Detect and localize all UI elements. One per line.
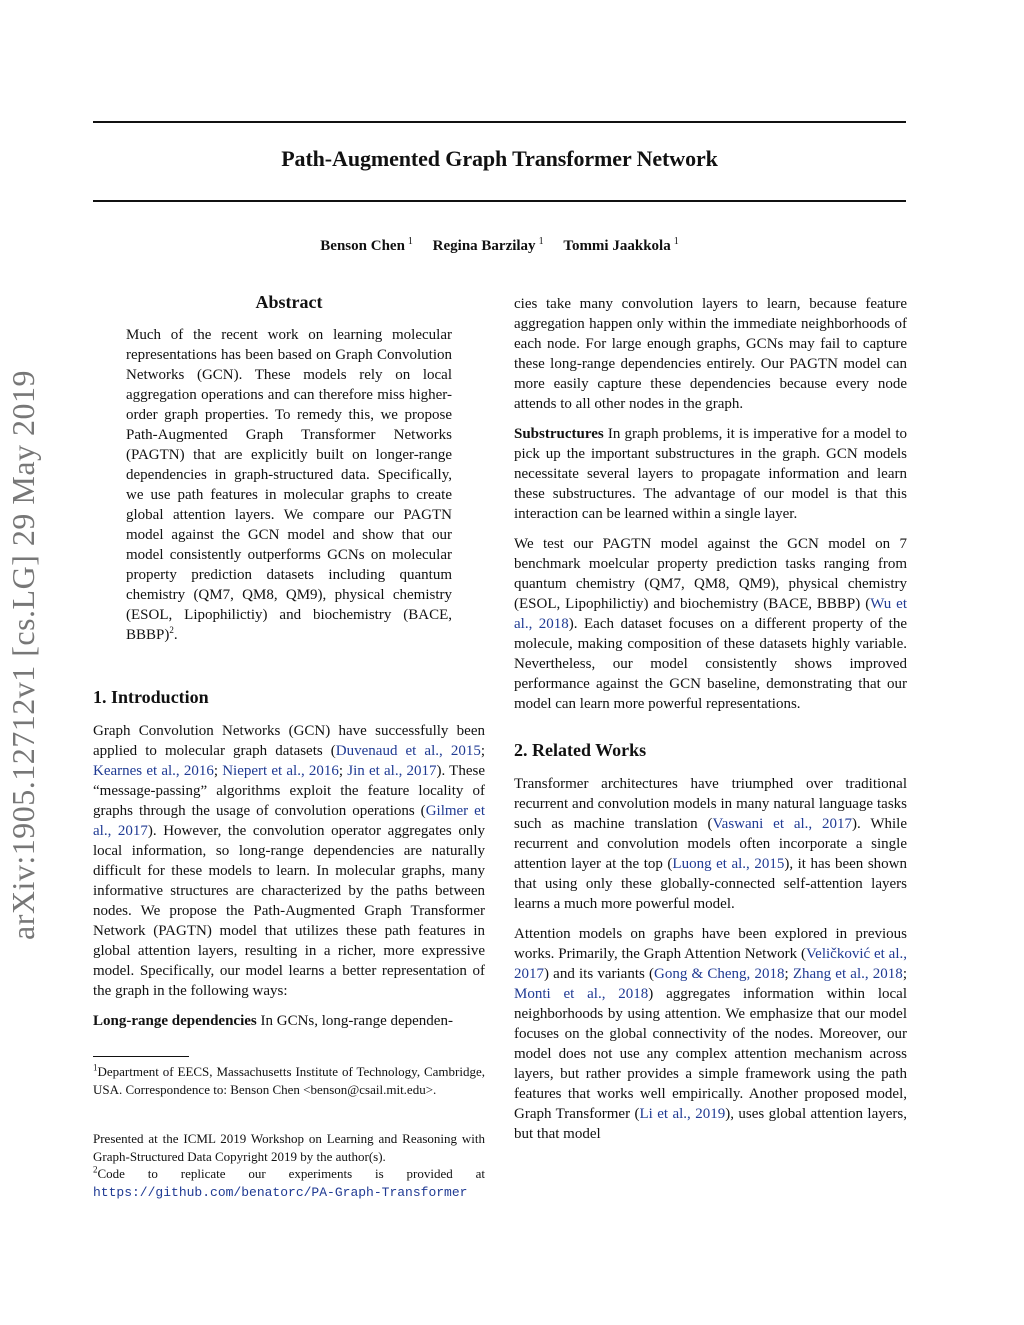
text-run: We test our PAGTN model against the GCN model on 7 benchmark moelcular property prediction tasks ranging from quantum chemistry (QM7, QM8, QM9), physical chemistry (ESOL, Lipophilictiy) and biochemistry (BACE, BBBP) (: [514, 536, 907, 612]
right-paragraph-1: cies take many convolution layers to learn, because feature aggregation happen only within the immediate neighborhoods of each node. For large enough graphs, GCNs may fail to capture these long-range dependencies entirely. Our PAGTN model can more easily capture these dependencies because every node attends to all other nodes in the graph.: [514, 296, 907, 412]
text-run: ), it has been shown that using only these globally-connected self-attention layers learns a much more powerful model.: [514, 856, 907, 912]
author-list: [93, 236, 906, 255]
text-run: ) aggregates information within local neighborhoods by using attention. We emphasize that our model focuses on the global connectivity of the nodes. Moreover, our model does not use any complex attention mechanism across layers, but rather provides a simple framework using the path features that works well empirically. Another proposed model, Graph Transformer (: [514, 986, 907, 1122]
section-heading-related-works: 2. Related Works: [514, 740, 647, 760]
footnote-text: Department of EECS, Massachusetts Institute of Technology, Cambridge, USA. Correspondence to: Benson Chen <benson@csail.mit.edu>.: [93, 1064, 485, 1097]
footnote-rule: [93, 1056, 189, 1057]
abstract-heading: Abstract: [255, 292, 323, 312]
citation-link[interactable]: Wu et al., 2018: [514, 596, 907, 632]
text-run: ;: [338, 763, 348, 779]
text-run: ;: [213, 763, 223, 779]
code-url-link[interactable]: https://github.com/benatorc/PA-Graph-Transformer: [93, 1185, 468, 1200]
author-name: Regina Barzilay: [432, 238, 536, 254]
text-run: Graph Convolution Networks (GCN) have successfully been applied to molecular graph datasets (: [93, 723, 485, 759]
title-rule-top: [93, 121, 906, 123]
citation-link[interactable]: Gong & Cheng, 2018: [654, 966, 785, 982]
footnote-mark[interactable]: 2: [169, 625, 174, 635]
text-run: Attention models on graphs have been explored in previous works. Primarily, the Graph Attention Network (: [514, 926, 907, 962]
right-column: [514, 294, 907, 1144]
text-run: ). Each dataset focuses on a different property of the molecule, making composition of these datasets highly variable. Nevertheless, our model consistently shows improved performance against the GCN baseline, demonstrating that our model can learn more powerful representations.: [514, 616, 907, 712]
author-affiliation: 1: [673, 236, 679, 247]
author-name: Tommi Jaakkola: [563, 238, 671, 254]
text-run: ). These “message-passing” algorithms exploit the feature locality of graphs through the usage of convolution operations (: [93, 763, 485, 819]
right-paragraph-4: [514, 774, 907, 914]
footnote-mark: 2: [93, 1164, 98, 1175]
author-affiliation: 1: [407, 236, 413, 247]
text-run: ;: [480, 743, 485, 759]
arxiv-stamp: arXiv:1905.12712v1 [cs.LG] 29 May 2019: [5, 369, 41, 940]
citation-link[interactable]: Luong et al., 2015: [672, 856, 785, 872]
intro-paragraph-2: [93, 1011, 485, 1031]
citation-link[interactable]: Monti et al., 2018: [514, 986, 649, 1002]
footnote-venue: Presented at the ICML 2019 Workshop on Learning and Reasoning with Graph-Structured Data Copyright 2019 by the author(s).: [93, 1131, 485, 1164]
paragraph-lead: Long-range dependencies: [93, 1013, 257, 1029]
section-heading-introduction: 1. Introduction: [93, 687, 209, 707]
paragraph-lead: Substructures: [514, 426, 604, 442]
citation-link[interactable]: Li et al., 2019: [639, 1106, 726, 1122]
text-run: ) and its variants (: [544, 966, 655, 982]
citation-link[interactable]: Duvenaud et al., 2015: [335, 743, 481, 759]
footnote-1: [93, 1063, 485, 1099]
footnote-text: Code to replicate our experiments is provided at: [97, 1166, 485, 1181]
text-run: ;: [902, 966, 907, 982]
paper-title: Path-Augmented Graph Transformer Network: [281, 146, 718, 171]
citation-link[interactable]: Jin et al., 2017: [347, 763, 437, 779]
citation-link[interactable]: Vaswani et al., 2017: [712, 816, 853, 832]
footnote-mark: 1: [93, 1062, 98, 1073]
right-paragraph-5: [514, 924, 907, 1144]
right-paragraph-2: [514, 424, 907, 524]
citation-link[interactable]: Gilmer et al., 2017: [93, 803, 485, 839]
citation-link[interactable]: Veličković et al., 2017: [514, 946, 907, 982]
text-run: In GCNs, long-range dependen-: [256, 1013, 453, 1029]
text-run: In graph problems, it is imperative for a model to pick up the important substructures in the graph. GCN models necessitate several layers to propagate information and learn these substructures. The advantage of our model is that this interaction can be learned within a single layer.: [514, 426, 907, 522]
text-run: ). While recurrent and convolution models often incorporate a single attention layer at the top (: [514, 816, 907, 872]
author-name: Benson Chen: [320, 238, 405, 254]
text-run: ;: [784, 966, 793, 982]
right-paragraph-3: [514, 534, 907, 714]
abstract-end: .: [173, 627, 178, 643]
intro-body: [93, 721, 485, 1031]
abstract-body: [126, 325, 452, 645]
author-affiliation: 1: [538, 236, 544, 247]
author-3: [563, 238, 678, 254]
citation-link[interactable]: Kearnes et al., 2016: [93, 763, 214, 779]
citation-link[interactable]: Zhang et al., 2018: [792, 966, 903, 982]
abstract-text: Much of the recent work on learning molecular representations has been based on Graph Convolution Networks (GCN). These models rely on local aggregation operations and can therefore miss higher-order graph properties. To remedy this, we propose Path-Augmented Graph Transformer Networks (PAGTN) that are explicitly built on longer-range dependencies in graph-structured data. Specifically, we use path features in molecular graphs to create global attention layers. We compare our PAGTN model against the GCN model and show that our model consistently outperforms GCNs on molecular property prediction datasets including quantum chemistry (QM7, QM8, QM9), physical chemistry (ESOL, Lipophilictiy) and biochemistry (BACE, BBBP): [126, 327, 452, 643]
text-run: ). However, the convolution operator aggregates only local information, so long-range dependencies are naturally difficult for these models to learn. In molecular graphs, many informative structures are characterized by the paths between nodes. We propose the Path-Augmented Graph Transformer Network (PAGTN) model that utilizes these path features in global attention layers, resulting in a richer, more expressive model. Specifically, our model learns a better representation of the graph in the following ways:: [93, 823, 485, 999]
author-2: [433, 238, 544, 254]
footnote-2: [93, 1165, 485, 1202]
intro-paragraph-1: [93, 721, 485, 1001]
text-run: Transformer architectures have triumphed over traditional recurrent and convolution models in many natural language tasks such as machine translation (: [514, 776, 907, 832]
text-run: ), uses global attention layers, but that model: [514, 1106, 907, 1142]
author-1: [320, 238, 413, 254]
citation-link[interactable]: Niepert et al., 2016: [222, 763, 339, 779]
title-rule-bottom: [93, 200, 906, 202]
